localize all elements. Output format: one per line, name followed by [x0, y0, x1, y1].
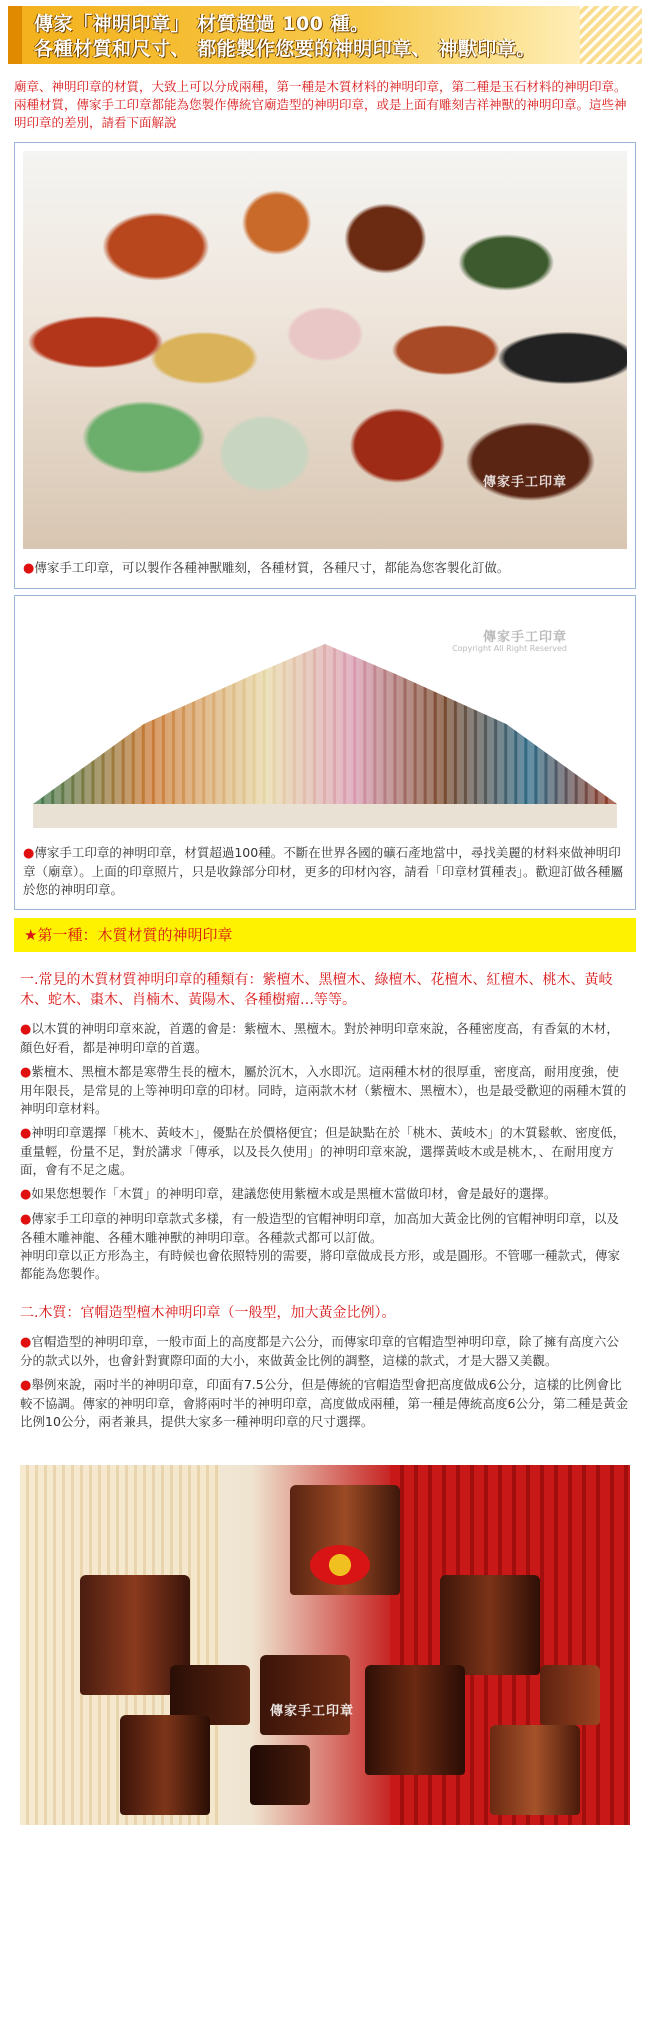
- photo-frame-1: [14, 142, 636, 589]
- banner-decoration: [580, 6, 642, 64]
- note-text: 神明印章以正方形為主，有時候也會依照特別的需要，將印章做成長方形，或是圓形。不管哪一種款式，傳家都能為您製作。: [20, 1248, 621, 1281]
- bullet-icon: ●: [20, 1378, 32, 1393]
- photo-frame-2: [14, 595, 636, 910]
- list-item: ●官帽造型的神明印章，一般市面上的高度都是六公分，而傳家印章的官帽造型神明印章，除了擁有高度六公分的款式以外，也會針對實際印面的大小，來做黃金比例的調整，這樣的款式，才是大器又美觀。: [20, 1334, 619, 1368]
- wood-seal: [490, 1725, 580, 1815]
- bullet-icon: ●: [20, 1212, 32, 1227]
- wood-seal: [250, 1745, 310, 1805]
- list-item: ●舉例來說，兩吋半的神明印章，印面有7.5公分，但是傳統的官帽造型會把高度做成6公分，這樣的比例會比較不協調。傳家的神明印章，會將兩吋半的神明印章，高度做成兩種，第一種是傳統高度6公分，第二種是黃金比例10公分，兩者兼具，提供大家多一種神明印章的尺寸選擇。: [20, 1377, 628, 1429]
- photo-watermark: 傳家手工印章: [482, 630, 567, 645]
- official-hat-heading: 二.木質：官帽造型檀木神明印章（一般型，加大黃金比例）。: [20, 1305, 396, 1321]
- god-seals-photo: [23, 151, 627, 549]
- bullet-icon: ●: [23, 846, 35, 861]
- banner-subtitle: 各種材質和尺寸、 都能製作您要的神明印章、 神獸印章。: [34, 38, 536, 60]
- header-banner: [8, 6, 642, 64]
- bullet-icon: ●: [20, 1335, 32, 1350]
- bullet-icon: ●: [20, 1187, 32, 1202]
- bullet-icon: ●: [20, 1065, 32, 1080]
- photo-watermark-subtext: Copyright All Right Reserved: [452, 644, 567, 653]
- wood-seal: [120, 1715, 210, 1815]
- wood-seals-photo: [20, 1465, 630, 1825]
- wood-types-heading: 一.常見的木質材質神明印章的種類有：紫檀木、黑檀木、綠檀木、花檀木、紅檀木、桃木、黃岐木、蛇木、棗木、肖楠木、黃陽木、各種樹瘤…等等。: [20, 972, 613, 1008]
- red-knot-ornament: [310, 1545, 370, 1585]
- section-title: ★第一種：木質材質的神明印章: [14, 918, 636, 952]
- bullet-icon: ●: [20, 1022, 32, 1037]
- seal-materials-photo: [23, 604, 627, 832]
- wood-seal: [365, 1665, 465, 1775]
- bullet-icon: ●: [20, 1126, 32, 1141]
- intro-text: 廟章、神明印章的材質，大致上可以分成兩種，第一種是木質材料的神明印章，第二種是玉石材料的神明印章。兩種材質，傳家手工印章都能為您製作傳統官廟造型的神明印章，或是上面有雕刻吉祥神獸的神明印章。這些神明印章的差別，請看下面解說: [14, 79, 627, 130]
- list-item: ●神明印章選擇「桃木、黃岐木」，優點在於價格便宜；但是缺點在於「桃木、黃岐木」的木質鬆軟、密度低，重量輕，份量不足，對於講求「傳承，以及長久使用」的神明印章來說，選擇黃岐木或是桃木，、在耐用度方面，會有不足之處。: [20, 1125, 626, 1177]
- photo-watermark: 傳家手工印章: [270, 1704, 355, 1719]
- wood-seal: [440, 1575, 540, 1675]
- wood-seal: [260, 1655, 350, 1735]
- photo-caption: ●傳家手工印章的神明印章，材質超過100種。不斷在世界各國的礦石產地當中，尋找美麗的材料來做神明印章（廟章）。上面的印章照片，只是收錄部分印材，更多的印材內容，請看「印章材質種表」。歡迎訂做各種屬於您的神明印章。: [23, 845, 624, 897]
- list-item: ●如果您想製作「木質」的神明印章，建議您使用紫檀木或是黑檀木當做印材，會是最好的選擇。: [20, 1186, 557, 1202]
- bullet-icon: ●: [23, 561, 35, 576]
- list-item: ●傳家手工印章的神明印章款式多樣，有一般造型的官帽神明印章，加高加大黃金比例的官帽神明印章，以及各種木雕神龍、各種木雕神獸的神明印章。各種款式都可以訂做。: [20, 1211, 619, 1245]
- list-item: ●以木質的神明印章來說，首選的會是：紫檀木、黑檀木。對於神明印章來說，各種密度高，有香氣的木材，顏色好看，都是神明印章的首選。: [20, 1021, 619, 1055]
- photo-watermark: 傳家手工印章: [482, 475, 567, 490]
- wood-seal: [540, 1665, 600, 1725]
- banner-title: 傳家「神明印章」 材質超過 100 種。: [34, 13, 370, 35]
- product-page: [0, 6, 650, 2037]
- photo-caption: ●傳家手工印章，可以製作各種神獸雕刻，各種材質，各種尺寸，都能為您客製化訂做。: [23, 560, 510, 576]
- list-item: ●紫檀木、黑檀木都是寒帶生長的檀木，屬於沉木，入水即沉。這兩種木材的很厚重，密度高，耐用度強，使用年限長，是常見的上等神明印章的印材。同時，這兩款木材（紫檀木、黑檀木），也是最受歡迎的兩種木質的神明印章材料。: [20, 1064, 627, 1116]
